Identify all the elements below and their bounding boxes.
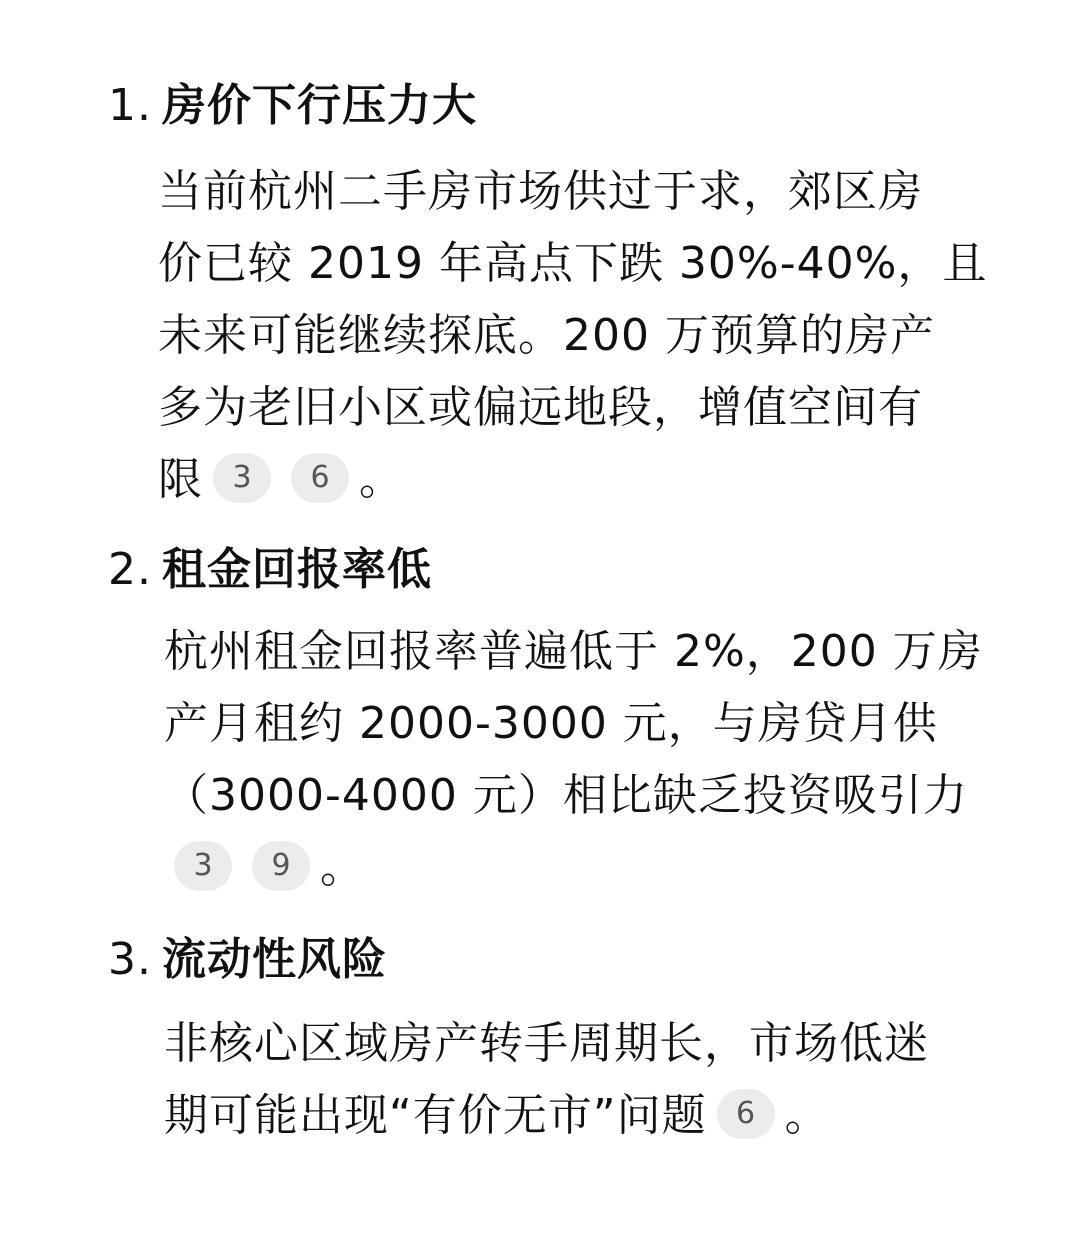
list-number: 2. bbox=[108, 544, 152, 595]
citation-badge[interactable]: 9 bbox=[252, 841, 310, 891]
list-item-title: 房价下行压力大 bbox=[161, 80, 477, 131]
list-item-heading bbox=[108, 932, 1038, 988]
body-line: 杭州租金回报率普遍低于 2%，200 万房 bbox=[164, 626, 983, 677]
body-line: 未来可能继续探底。200 万预算的房产 bbox=[158, 310, 935, 361]
citation-badge[interactable]: 6 bbox=[291, 453, 349, 503]
body-line: 价已较 2019 年高点下跌 30%-40%，且 bbox=[158, 238, 988, 289]
list-item-body bbox=[164, 1008, 1038, 1152]
list-item-heading bbox=[108, 78, 1038, 134]
list-item-2 bbox=[108, 542, 1038, 904]
list-item-heading bbox=[108, 542, 1038, 598]
citation-badge[interactable]: 3 bbox=[174, 841, 232, 891]
list-item-title: 租金回报率低 bbox=[161, 544, 432, 595]
list-number: 3. bbox=[108, 934, 152, 985]
sentence-end: 。 bbox=[359, 454, 404, 505]
body-line: 非核心区域房产转手周期长，市场低迷 bbox=[164, 1018, 929, 1069]
sentence-end: 。 bbox=[320, 842, 365, 893]
body-line: 多为老旧小区或偏远地段，增值空间有 bbox=[158, 382, 923, 433]
list-item-3 bbox=[108, 932, 1038, 1152]
body-line-last bbox=[158, 444, 1038, 516]
body-text: 期可能出现“有价无市”问题 bbox=[164, 1090, 707, 1141]
list-item-title: 流动性风险 bbox=[161, 934, 387, 985]
list-number: 1. bbox=[108, 80, 152, 131]
body-line: 产月租约 2000-3000 元，与房贷月供 bbox=[164, 698, 938, 749]
list-item-1 bbox=[108, 78, 1038, 516]
body-line: （3000-4000 元）相比缺乏投资吸引力 bbox=[164, 770, 968, 821]
body-line-last bbox=[164, 832, 1038, 904]
body-text: 限 bbox=[158, 454, 203, 505]
body-line-last bbox=[164, 1080, 1038, 1152]
list-item-body bbox=[158, 156, 1038, 516]
citation-badge[interactable]: 3 bbox=[213, 453, 271, 503]
citation-badge[interactable]: 6 bbox=[717, 1089, 775, 1139]
body-line: 当前杭州二手房市场供过于求，郊区房 bbox=[158, 166, 923, 217]
sentence-end: 。 bbox=[784, 1090, 830, 1141]
list-item-body bbox=[164, 616, 1038, 904]
